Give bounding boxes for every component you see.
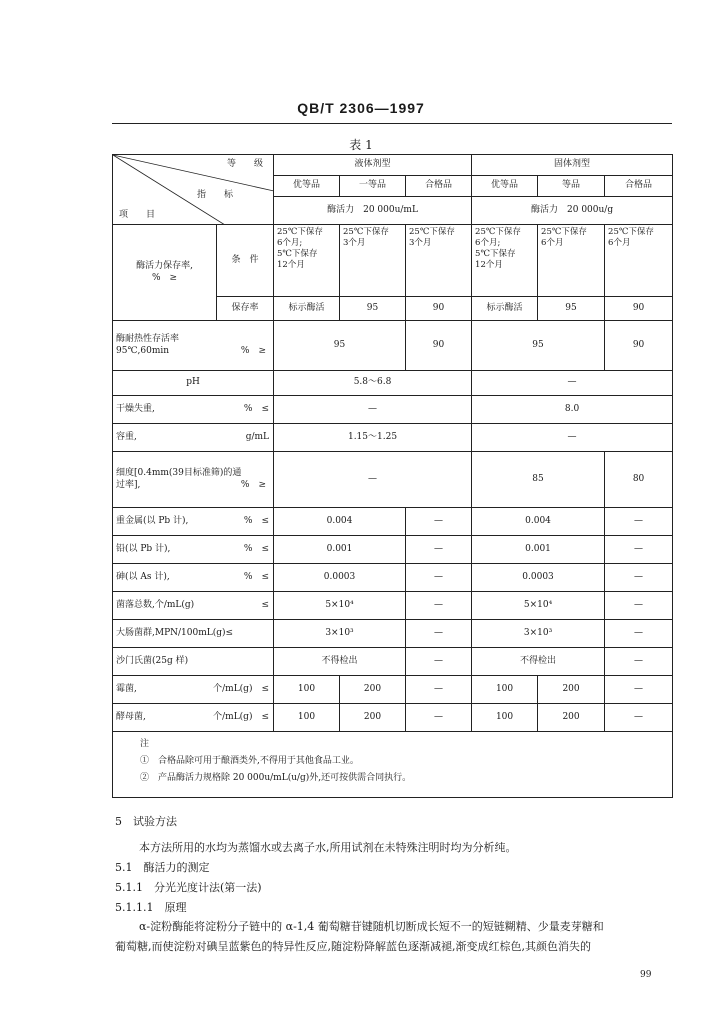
solid-first-condition: 25℃下保存 6个月 — [538, 225, 605, 297]
salmonella-label: 沙门氏菌(25g 样) — [113, 648, 274, 676]
notes-title: 注 — [140, 739, 150, 749]
thermal-condition: 95℃,60min — [116, 345, 170, 356]
thermal-liquid-b: 90 — [406, 321, 472, 371]
metals-solid: 0.004 — [472, 508, 605, 536]
arsenic-solid: 0.0003 — [472, 564, 605, 592]
retention-liquid-superior: 标示酶活 — [274, 297, 340, 321]
grade-solid-qualified: 合格品 — [605, 176, 673, 197]
density-solid: — — [472, 424, 673, 452]
ph-liquid: 5.8～6.8 — [274, 371, 472, 396]
lead-label-cell — [113, 536, 274, 564]
ph-solid: — — [472, 371, 673, 396]
fineness-label-cell — [113, 452, 274, 508]
yeast-unit: 个/mL(g) ≤ — [213, 711, 269, 722]
corner-grade: 等 级 — [226, 159, 263, 169]
retention-label-cell — [113, 225, 217, 321]
lead-liquid-qualified: — — [406, 536, 472, 564]
yeast-label-cell — [113, 704, 274, 732]
retention-rate-label: 保存率 — [217, 297, 274, 321]
arsenic-label: 砷(以 As 计), — [116, 571, 170, 582]
lead-liquid: 0.001 — [274, 536, 406, 564]
arsenic-unit: % ≤ — [243, 571, 269, 582]
arsenic-liquid-qualified: — — [406, 564, 472, 592]
bacteria-label: 菌落总数,个/mL(g) — [116, 599, 195, 610]
metals-unit: % ≤ — [243, 515, 269, 526]
arsenic-label-cell — [113, 564, 274, 592]
group-solid: 固体剂型 — [472, 155, 673, 176]
density-unit: g/mL — [245, 431, 269, 442]
table-title: 表 1 — [349, 138, 373, 152]
page-number: 99 — [640, 970, 652, 980]
section-5-1-1-heading: 5.1.1 分光光度计法(第一法) — [115, 881, 262, 894]
coliform-liquid-qualified: — — [406, 620, 472, 648]
bacteria-solid-qualified: — — [605, 592, 673, 620]
coliform-solid-qualified: — — [605, 620, 673, 648]
retention-unit: % ≥ — [151, 272, 178, 283]
corner-indicator: 指 标 — [197, 190, 234, 200]
activity-liquid: 酶活力 20 000u/mL — [274, 197, 472, 225]
lead-label: 铅(以 Pb 计), — [116, 543, 171, 554]
metals-label: 重金属(以 Pb 计), — [116, 515, 189, 526]
mold-label-cell — [113, 676, 274, 704]
metals-liquid-qualified: — — [406, 508, 472, 536]
mold-label: 霉菌, — [116, 683, 137, 694]
retention-label: 酶活力保存率, — [136, 260, 193, 271]
paragraph-principle-line1: α-淀粉酶能将淀粉分子链中的 α-1,4 葡萄糖苷键随机切断成长短不一的短链糊精、少量麦芽糖和 — [139, 920, 604, 933]
liquid-qualified-condition: 25℃下保存 3个月 — [406, 225, 472, 297]
bacteria-solid: 5×10⁴ — [472, 592, 605, 620]
thermal-unit: % ≥ — [240, 345, 266, 356]
metals-label-cell — [113, 508, 274, 536]
drying-unit: % ≤ — [243, 403, 269, 414]
drying-label-cell — [113, 396, 274, 424]
mold-liquid-first: 200 — [340, 676, 406, 704]
standard-code: QB/T 2306—1997 — [297, 100, 425, 116]
salmonella-solid-qualified: — — [605, 648, 673, 676]
grade-liquid-superior: 优等品 — [274, 176, 340, 197]
corner-item: 项 目 — [119, 210, 156, 220]
liquid-first-condition: 25℃下保存 3个月 — [340, 225, 406, 297]
lead-unit: % ≤ — [243, 543, 269, 554]
drying-solid: 8.0 — [472, 396, 673, 424]
retention-condition-label: 条 件 — [217, 225, 274, 297]
retention-liquid-first: 95 — [340, 297, 406, 321]
fineness-label-2: 过率], — [116, 479, 141, 490]
bacteria-label-cell — [113, 592, 274, 620]
paragraph-principle-line2: 葡萄糖,而使淀粉对碘呈蓝紫色的特异性反应,随淀粉降解蓝色逐渐减褪,渐变成红棕色,其颜色消失的 — [115, 940, 591, 953]
bacteria-liquid-qualified: — — [406, 592, 472, 620]
salmonella-solid: 不得检出 — [472, 648, 605, 676]
grade-solid-first: 等品 — [538, 176, 605, 197]
note-1: ① 合格品除可用于酿酒类外,不得用于其他食品工业。 — [140, 756, 359, 767]
fineness-unit: % ≥ — [240, 479, 266, 490]
solid-superior-condition: 25℃下保存 6个月; 5℃下保存 12个月 — [472, 225, 538, 297]
lead-solid: 0.001 — [472, 536, 605, 564]
spec-table — [112, 154, 673, 798]
fineness-label: 细度[0.4mm(39目标准筛)的通 — [116, 467, 242, 478]
lead-solid-qualified: — — [605, 536, 673, 564]
fineness-liquid: — — [274, 452, 472, 508]
liquid-superior-condition: 25℃下保存 6个月; 5℃下保存 12个月 — [274, 225, 340, 297]
bacteria-liquid: 5×10⁴ — [274, 592, 406, 620]
section-5-heading: 5 试验方法 — [115, 815, 177, 828]
retention-liquid-qualified: 90 — [406, 297, 472, 321]
yeast-liquid-superior: 100 — [274, 704, 340, 732]
grade-solid-superior: 优等品 — [472, 176, 538, 197]
note-2: ② 产品酶活力规格除 20 000u/mL(u/g)外,还可按供需合同执行。 — [140, 773, 412, 784]
thermal-solid-a: 95 — [472, 321, 605, 371]
header-corner — [113, 155, 274, 225]
metals-liquid: 0.004 — [274, 508, 406, 536]
section-5-1-heading: 5.1 酶活力的测定 — [115, 861, 210, 874]
coliform-label: 大肠菌群,MPN/100mL(g)≤ — [113, 620, 274, 648]
mold-solid-superior: 100 — [472, 676, 538, 704]
retention-solid-superior: 标示酶活 — [472, 297, 538, 321]
density-label-cell — [113, 424, 274, 452]
retention-solid-qualified: 90 — [605, 297, 673, 321]
mold-liquid-superior: 100 — [274, 676, 340, 704]
drying-liquid: — — [274, 396, 472, 424]
yeast-solid-qualified: — — [605, 704, 673, 732]
density-liquid: 1.15～1.25 — [274, 424, 472, 452]
grade-liquid-qualified: 合格品 — [406, 176, 472, 197]
section-5-1-1-1-heading: 5.1.1.1 原理 — [115, 901, 187, 914]
bacteria-unit: ≤ — [261, 599, 269, 610]
table-notes — [140, 736, 411, 787]
salmonella-liquid-qualified: — — [406, 648, 472, 676]
retention-solid-first: 95 — [538, 297, 605, 321]
ph-label: pH — [113, 371, 274, 396]
drying-label: 干燥失重, — [116, 403, 155, 414]
coliform-solid: 3×10³ — [472, 620, 605, 648]
yeast-solid-superior: 100 — [472, 704, 538, 732]
solid-qualified-condition: 25℃下保存 6个月 — [605, 225, 673, 297]
density-label: 容重, — [116, 431, 137, 442]
mold-liquid-qualified: — — [406, 676, 472, 704]
header-rule — [112, 123, 672, 124]
arsenic-solid-qualified: — — [605, 564, 673, 592]
yeast-liquid-qualified: — — [406, 704, 472, 732]
metals-solid-qualified: — — [605, 508, 673, 536]
group-liquid: 液体剂型 — [274, 155, 472, 176]
fineness-solid-a: 85 — [472, 452, 605, 508]
mold-solid-first: 200 — [538, 676, 605, 704]
fineness-solid-b: 80 — [605, 452, 673, 508]
yeast-label: 酵母菌, — [116, 711, 146, 722]
arsenic-liquid: 0.0003 — [274, 564, 406, 592]
thermal-solid-b: 90 — [605, 321, 673, 371]
yeast-solid-first: 200 — [538, 704, 605, 732]
paragraph-reagents: 本方法所用的水均为蒸馏水或去离子水,所用试剂在未特殊注明时均为分析纯。 — [139, 841, 517, 854]
thermal-label-cell — [113, 321, 274, 371]
activity-solid: 酶活力 20 000u/g — [472, 197, 673, 225]
coliform-liquid: 3×10³ — [274, 620, 406, 648]
thermal-label: 酶耐热性存活率 — [116, 333, 180, 344]
thermal-liquid-a: 95 — [274, 321, 406, 371]
mold-solid-qualified: — — [605, 676, 673, 704]
grade-liquid-first: 一等品 — [340, 176, 406, 197]
yeast-liquid-first: 200 — [340, 704, 406, 732]
mold-unit: 个/mL(g) ≤ — [213, 683, 269, 694]
salmonella-liquid: 不得检出 — [274, 648, 406, 676]
